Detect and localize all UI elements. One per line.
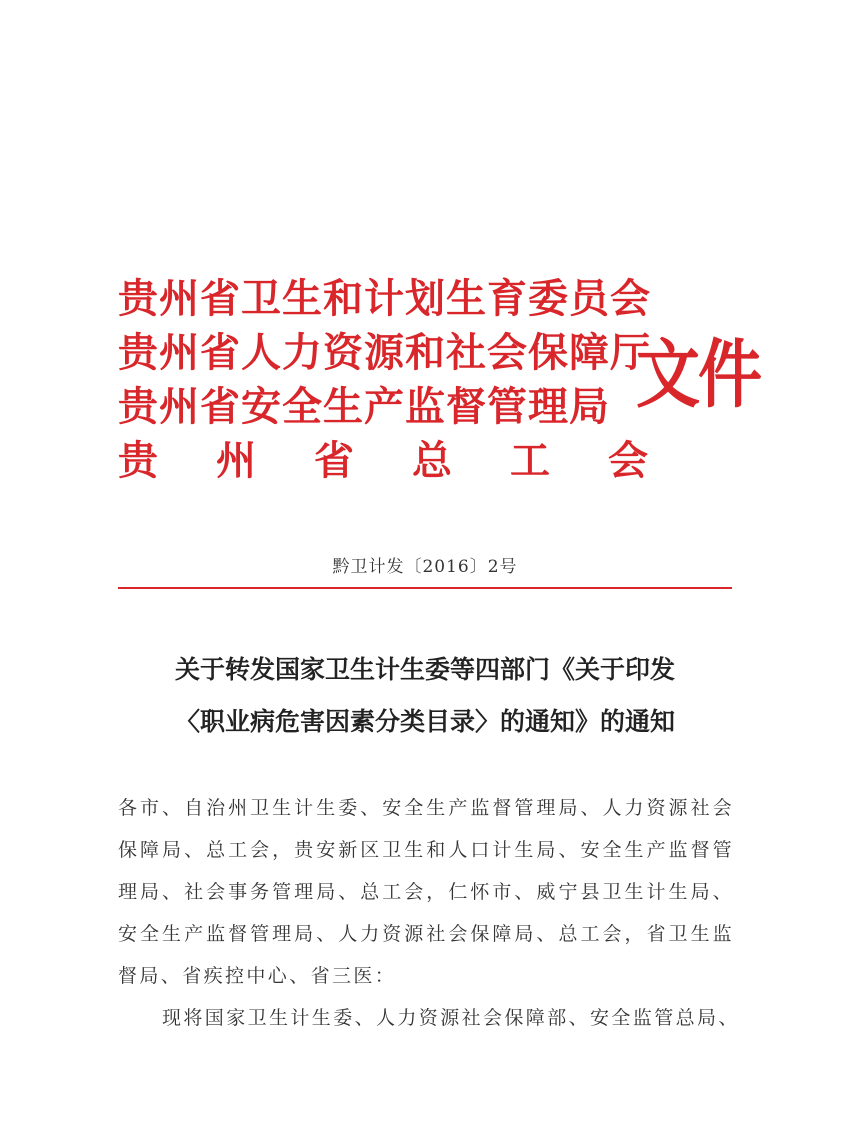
recipients-paragraph: 各市、自治州卫生计生委、安全生产监督管理局、人力资源社会保障局、总工会，贵安新区卫生和人口计生局、安全生产监督管理局、社会事务管理局、总工会，仁怀市、威宁县卫生计生局、安全生产监督管理局、人力资源社会保障局、总工会，省卫生监督局、省疾控中心、省三医：: [118, 797, 734, 987]
document-body: [118, 787, 740, 1039]
title-line-1: 关于转发国家卫生计生委等四部门《关于印发: [174, 655, 675, 684]
title-line-2: 〈职业病危害因素分类目录〉的通知》的通知: [174, 707, 675, 736]
red-separator-line: [118, 587, 732, 589]
document-title: [100, 644, 750, 748]
body-paragraph: 现将国家卫生计生委、人力资源社会保障部、安全监管总局、: [162, 1007, 740, 1029]
issuer-work-safety-bureau: 贵州省安全生产监督管理局: [118, 383, 610, 430]
document-number: 黔卫计发〔2016〕2号: [332, 557, 518, 577]
issuer-federation-of-trade-unions: 贵州省总工会: [118, 437, 706, 484]
document-word: 文件: [636, 332, 760, 419]
issuer-health-commission: 贵州省卫生和计划生育委员会: [118, 275, 651, 322]
issuer-human-resources-department: 贵州省人力资源和社会保障厅: [118, 329, 651, 376]
document-red-header: [118, 272, 760, 492]
